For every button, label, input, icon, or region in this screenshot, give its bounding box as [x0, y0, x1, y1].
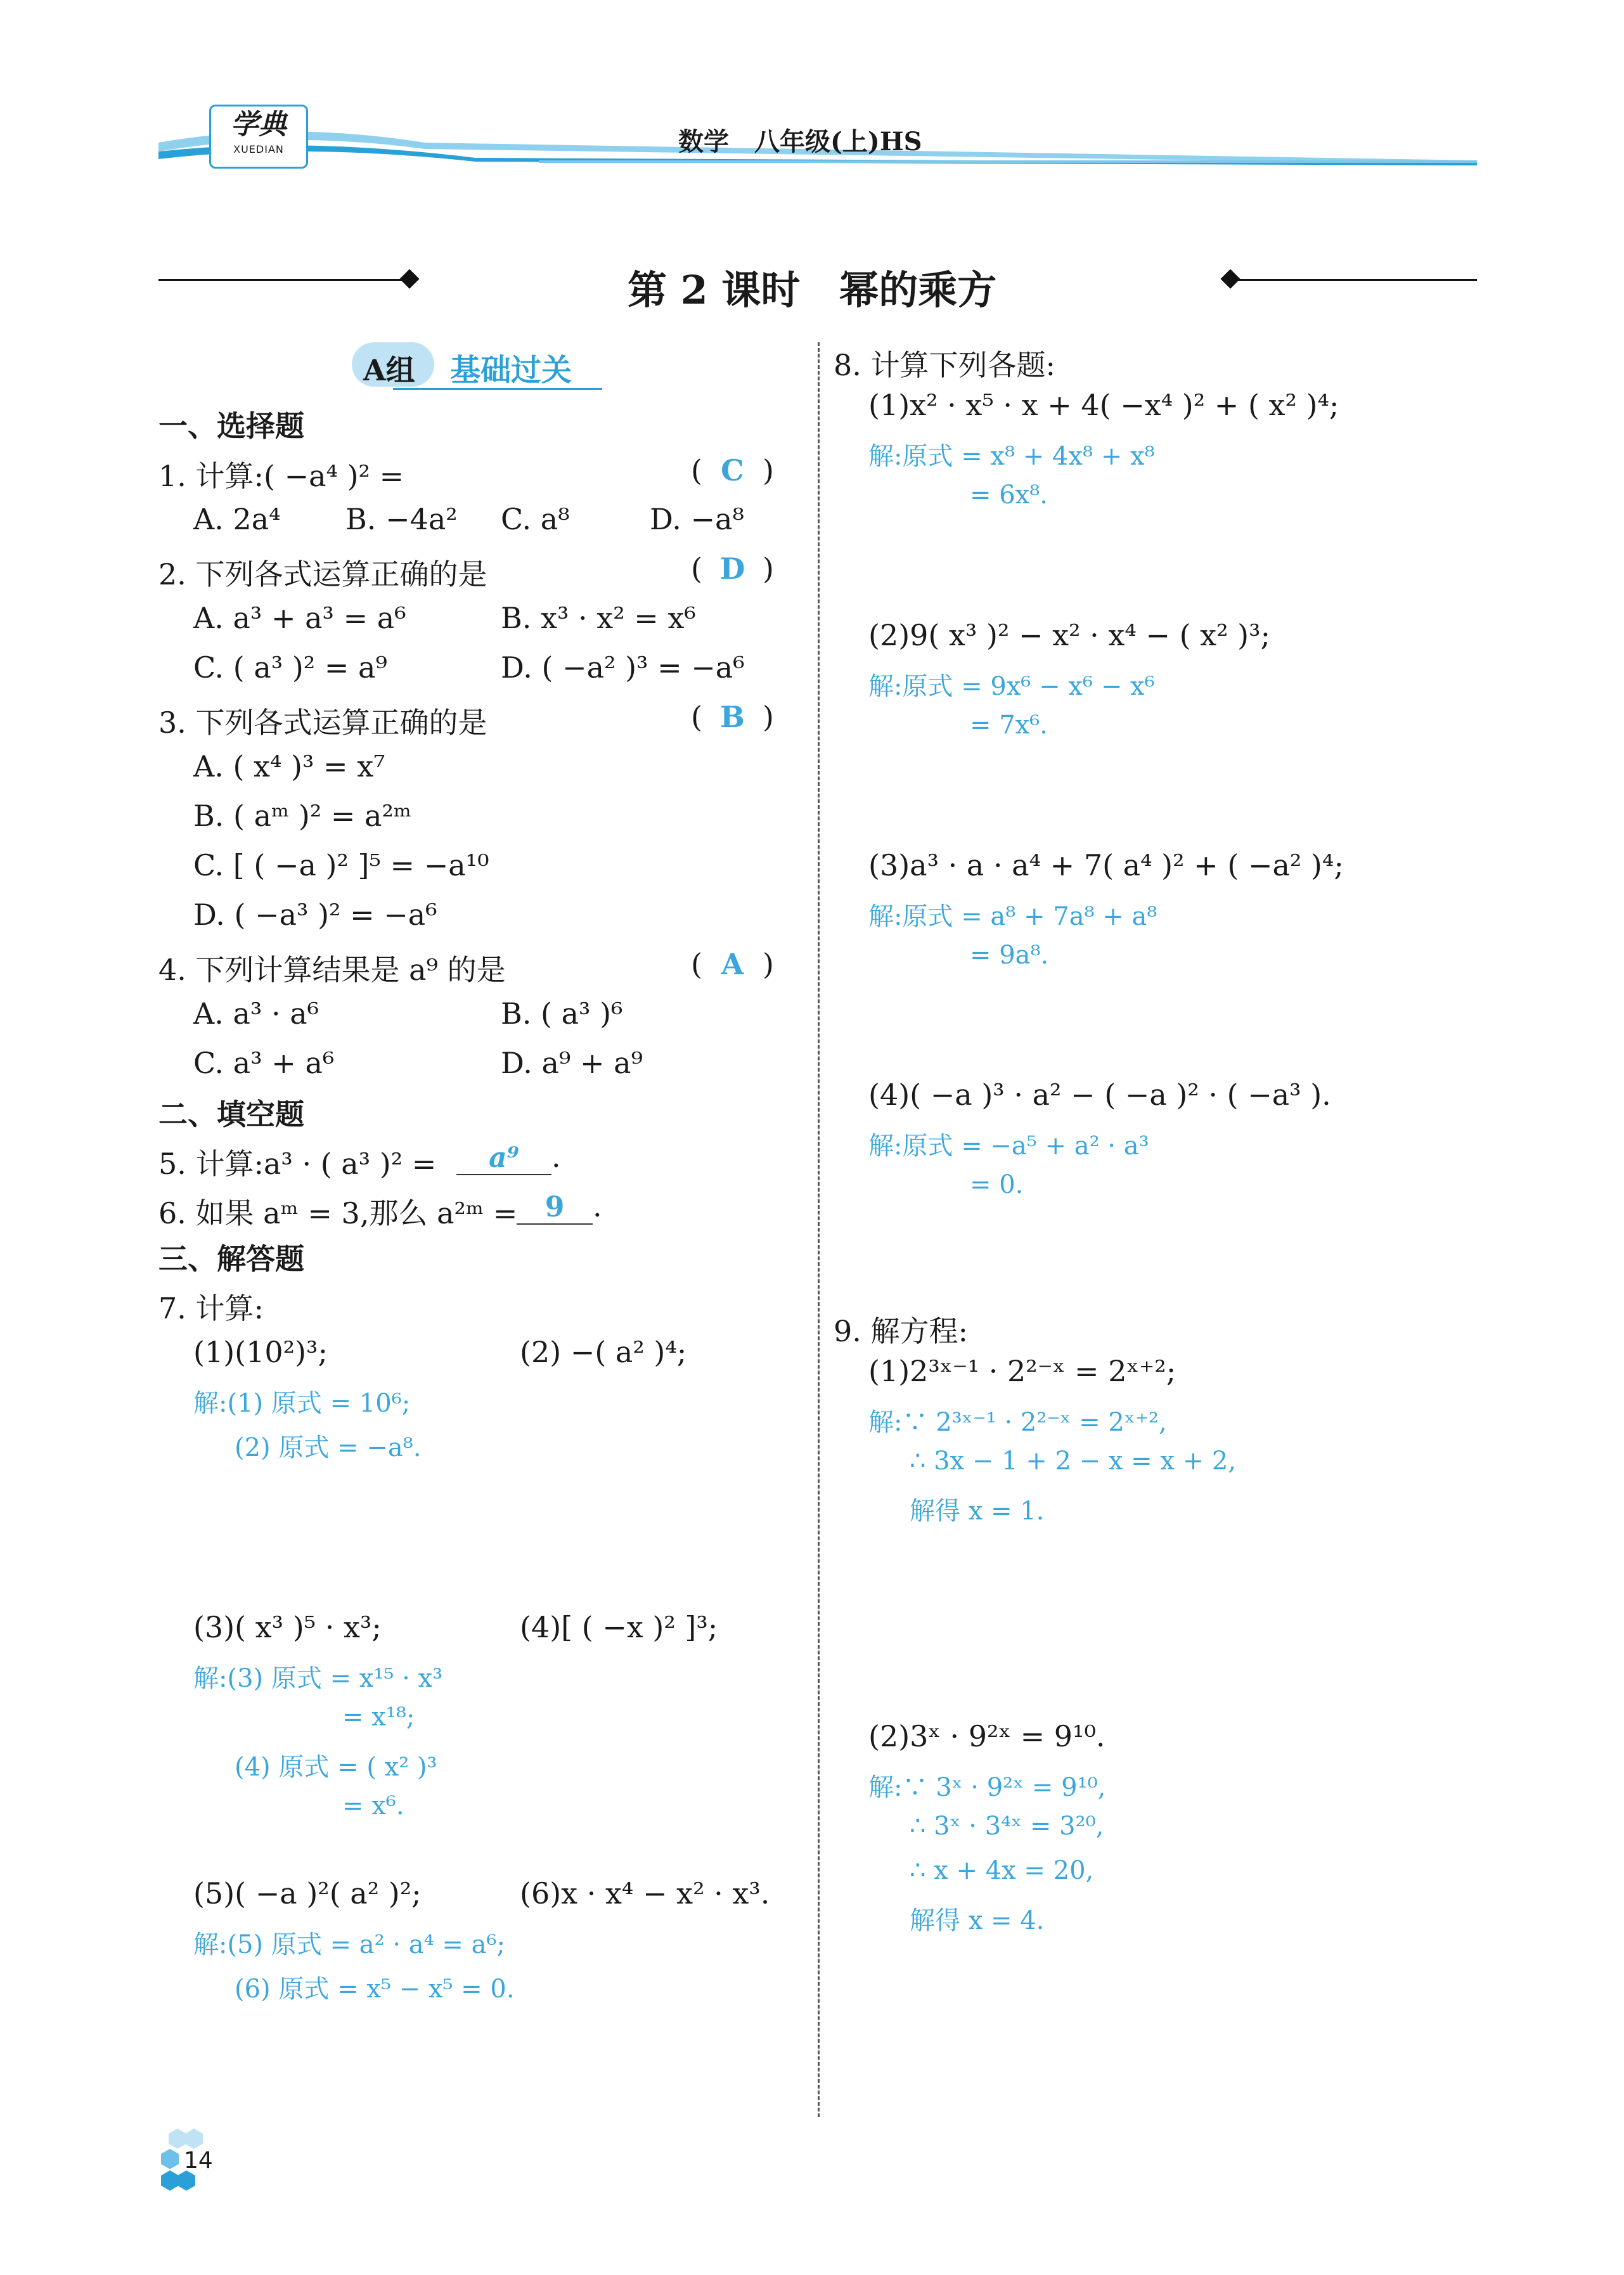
group-badge-text: A组	[363, 353, 415, 387]
q8-sol-4b: = 0.	[970, 1170, 1024, 1199]
q3-opt-a: A. ( x⁴ )³ = x⁷	[193, 749, 385, 783]
page-title: 第 2 课时 幂的乘方	[628, 267, 997, 313]
q6-answer: 9	[517, 1191, 593, 1225]
q2-opt-c: C. ( a³ )² = a⁹	[193, 650, 387, 685]
q8-stem: 8. 计算下列各题:	[834, 348, 1056, 382]
q9-sol-1a: 解:∵ 2³ˣ⁻¹ · 2²⁻ˣ = 2ˣ⁺²,	[868, 1408, 1167, 1437]
column-divider	[818, 342, 820, 2117]
q7-sol-5: 解:(5) 原式 = a² · a⁴ = a⁶;	[193, 1930, 506, 1959]
q1-answer: C	[721, 453, 744, 487]
q9-sol-1c: 解得 x = 1.	[910, 1497, 1045, 1526]
q5-blank: a⁹ .	[456, 1140, 561, 1175]
q7-sol-4a: (4) 原式 = ( x² )³	[235, 1753, 437, 1782]
q4-opt-d: D. a⁹ + a⁹	[501, 1046, 643, 1080]
q7-sol-3b: = x¹⁸;	[342, 1703, 415, 1732]
q6-stem: 6. 如果 aᵐ = 3,那么 a²ᵐ =	[158, 1196, 518, 1230]
q9-sol-2b: ∴ 3ˣ · 3⁴ˣ = 3²⁰,	[910, 1812, 1104, 1841]
q7-part4: (4)[ ( −x )² ]³;	[520, 1610, 718, 1644]
q5-stem: 5. 计算:a³ · ( a³ )² =	[158, 1147, 437, 1181]
q1-opt-a: A. 2a⁴	[193, 502, 281, 536]
q7-part3: (3)( x³ )⁵ · x³;	[193, 1610, 382, 1644]
q3-bracket: ( B )	[691, 700, 774, 734]
title-diamond-left	[399, 269, 419, 288]
section-solve: 三、解答题	[158, 1242, 304, 1276]
q8-sol-1b: = 6x⁸.	[970, 480, 1048, 510]
q9-sol-2d: 解得 x = 4.	[910, 1906, 1045, 1935]
q3-stem: 3. 下列各式运算正确的是	[158, 706, 487, 740]
q2-opt-d: D. ( −a² )³ = −a⁶	[501, 650, 745, 685]
q8-prob-2: (2)9( x³ )² − x² · x⁴ − ( x² )³;	[868, 618, 1271, 652]
group-label: 基础过关	[450, 352, 572, 388]
q2-opt-a: A. a³ + a³ = a⁶	[193, 601, 406, 635]
q7-part6: (6)x · x⁴ − x² · x³.	[520, 1876, 770, 1911]
q8-prob-4: (4)( −a )³ · a² − ( −a )² · ( −a³ ).	[868, 1078, 1331, 1112]
q3-opt-b: B. ( aᵐ )² = a²ᵐ	[193, 799, 412, 833]
q8-sol-4a: 解:原式 = −a⁵ + a² · a³	[868, 1131, 1149, 1161]
q7-sol-6: (6) 原式 = x⁵ − x⁵ = 0.	[235, 1975, 515, 2004]
section-fill: 二、填空题	[158, 1097, 304, 1131]
q7-part2: (2) −( a² )⁴;	[520, 1335, 687, 1369]
q9-part2: (2)3ˣ · 9²ˣ = 9¹⁰.	[868, 1719, 1105, 1753]
q8-prob-3: (3)a³ · a · a⁴ + 7( a⁴ )² + ( −a² )⁴;	[868, 848, 1344, 882]
q1-opt-b: B. −4a²	[345, 502, 458, 536]
q1-opt-d: D. −a⁸	[650, 502, 744, 536]
q2-stem: 2. 下列各式运算正确的是	[158, 557, 487, 591]
title-line-left	[158, 279, 412, 281]
q8-sol-2a: 解:原式 = 9x⁶ − x⁶ − x⁶	[868, 672, 1155, 701]
q2-bracket: ( D )	[691, 551, 774, 586]
q9-stem: 9. 解方程:	[834, 1314, 969, 1348]
q9-part1: (1)2³ˣ⁻¹ · 2²⁻ˣ = 2ˣ⁺²;	[868, 1354, 1176, 1388]
q7-stem: 7. 计算:	[158, 1291, 264, 1325]
q4-opt-c: C. a³ + a⁶	[193, 1046, 335, 1080]
q8-prob-1: (1)x² · x⁵ · x + 4( −x⁴ )² + ( x² )⁴;	[868, 388, 1339, 422]
q8-sol-2b: = 7x⁶.	[970, 711, 1048, 740]
q8-sol-3a: 解:原式 = a⁸ + 7a⁸ + a⁸	[868, 902, 1157, 931]
q9-sol-2c: ∴ x + 4x = 20,	[910, 1856, 1094, 1885]
logo-text: 学典	[231, 108, 287, 141]
header-logo	[209, 105, 308, 169]
title-line-right	[1233, 279, 1477, 281]
q2-opt-b: B. x³ · x² = x⁶	[501, 601, 696, 635]
q7-part5: (5)( −a )²( a² )²;	[193, 1876, 422, 1911]
q7-sol-2: (2) 原式 = −a⁸.	[235, 1433, 422, 1462]
page-number: 14	[184, 2148, 213, 2174]
group-badge	[352, 342, 434, 387]
group-underline	[393, 388, 602, 390]
q1-opt-c: C. a⁸	[501, 502, 570, 536]
q4-bracket: ( A )	[691, 947, 774, 981]
q8-sol-3b: = 9a⁸.	[970, 941, 1049, 970]
q3-answer: B	[720, 700, 745, 734]
q5-answer: a⁹	[456, 1142, 551, 1175]
section-choice: 一、选择题	[158, 409, 304, 443]
q9-sol-1b: ∴ 3x − 1 + 2 − x = x + 2,	[910, 1447, 1237, 1476]
q4-opt-b: B. ( a³ )⁶	[501, 996, 623, 1031]
q7-sol-4b: = x⁶.	[342, 1791, 404, 1821]
q1-stem: 1. 计算:( −a⁴ )² =	[158, 459, 404, 493]
logo-sub: XUEDIAN	[233, 143, 284, 155]
q7-sol-3a: 解:(3) 原式 = x¹⁵ · x³	[193, 1664, 443, 1693]
q2-answer: D	[719, 551, 745, 586]
q6-blank: 9 .	[517, 1189, 602, 1225]
q1-bracket: ( C )	[691, 453, 774, 487]
q4-opt-a: A. a³ · a⁶	[193, 996, 319, 1031]
q7-sol-1: 解:(1) 原式 = 10⁶;	[193, 1389, 411, 1418]
q9-sol-2a: 解:∵ 3ˣ · 9²ˣ = 9¹⁰,	[868, 1773, 1106, 1802]
q8-sol-1a: 解:原式 = x⁸ + 4x⁸ + x⁸	[868, 442, 1155, 471]
q3-opt-c: C. [ ( −a )² ]⁵ = −a¹⁰	[193, 848, 489, 882]
q3-opt-d: D. ( −a³ )² = −a⁶	[193, 898, 437, 932]
q7-part1: (1)(10²)³;	[193, 1335, 328, 1369]
q4-stem: 4. 下列计算结果是 a⁹ 的是	[158, 953, 506, 987]
header-subject: 数学 八年级(上)HS	[678, 127, 922, 157]
q4-answer: A	[721, 947, 744, 981]
